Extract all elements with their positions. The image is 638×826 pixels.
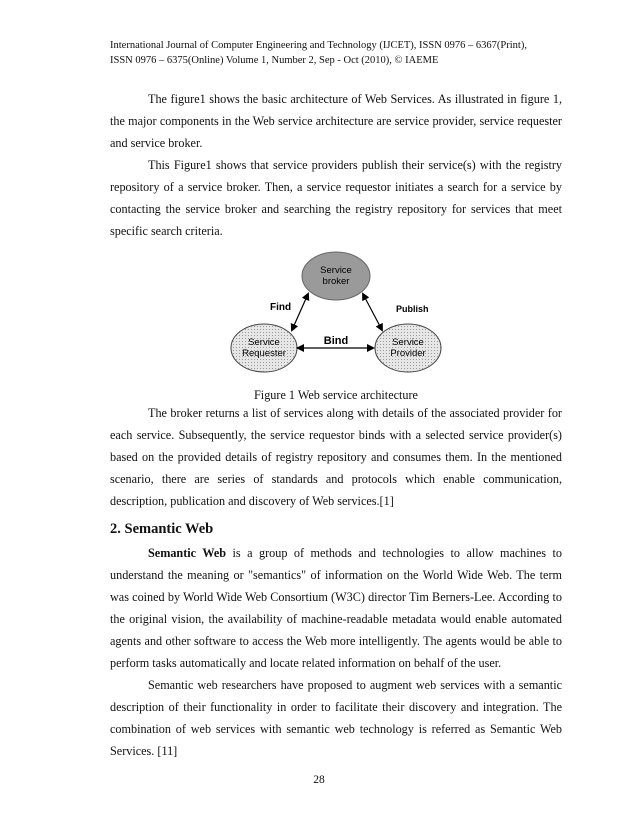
figure-caption: Figure 1 Web service architecture <box>254 388 418 402</box>
paragraph-3: The broker returns a list of services along with details of the associated provider for each service. Subsequently, the service requestor binds with a selected service provider(s) based on the provided details of registry repository and consumes them. In the mentioned scenario, there are series of standards and protocols which enable communication, description, publication and discovery of Web services.[1] <box>110 406 562 508</box>
find-arrow <box>292 294 308 330</box>
page-number: 28 <box>313 774 325 786</box>
provider-label-2: Provider <box>390 348 426 359</box>
publish-label: Publish <box>396 304 429 314</box>
requester-label-1: Service <box>248 337 280 348</box>
running-header <box>110 38 560 68</box>
broker-label-2: broker <box>322 276 350 287</box>
header-line-2: ISSN 0976 – 6375(Online) Volume 1, Number 2, Sep - Oct (2010), © IAEME <box>110 55 439 66</box>
provider-label-1: Service <box>392 337 424 348</box>
header-line-1: International Journal of Computer Engineering and Technology (IJCET), ISSN 0976 – 6367(Print), <box>110 40 527 51</box>
paragraph-2: This Figure1 shows that service providers publish their service(s) with the registry repository of a service broker. Then, a service requestor initiates a search for a service by contacting the service broker and searching the registry repository for services that meet specific search criteria. <box>110 158 562 238</box>
paragraph-5: Semantic web researchers have proposed to augment web services with a semantic description of their functionality in order to facilitate their discovery and integration. The combination of web services with semantic web technology is referred as Semantic Web Services. [11] <box>110 678 562 758</box>
broker-label-1: Service <box>320 265 352 276</box>
page-body <box>110 88 562 762</box>
find-label: Find <box>270 302 292 313</box>
publish-arrow <box>363 294 382 330</box>
semantic-web-term: Semantic Web <box>148 546 227 560</box>
requester-label-2: Requester <box>242 348 286 359</box>
paragraph-1: The figure1 shows the basic architecture of Web Services. As illustrated in figure 1, the major components in the Web service architecture are service provider, service requester and service broker. <box>110 92 562 150</box>
paragraph-4 <box>110 542 562 674</box>
paragraph-4-text: is a group of methods and technologies to allow machines to understand the meaning or "semantics" of information on the World Wide Web. The term was coined by World Wide Web Consortium (W3C) director Tim Berners-Lee. According to the original vision, the availability of machine-readable metadata would enable automated agents and other software to access the Web more intelligently. The agents would be able to perform tasks automatically and locate related information on behalf of the user. <box>110 546 562 670</box>
web-service-architecture-diagram <box>230 248 442 386</box>
section-heading: 2. Semantic Web <box>110 521 214 537</box>
figure-1 <box>110 248 562 386</box>
bind-label: Bind <box>323 335 349 347</box>
